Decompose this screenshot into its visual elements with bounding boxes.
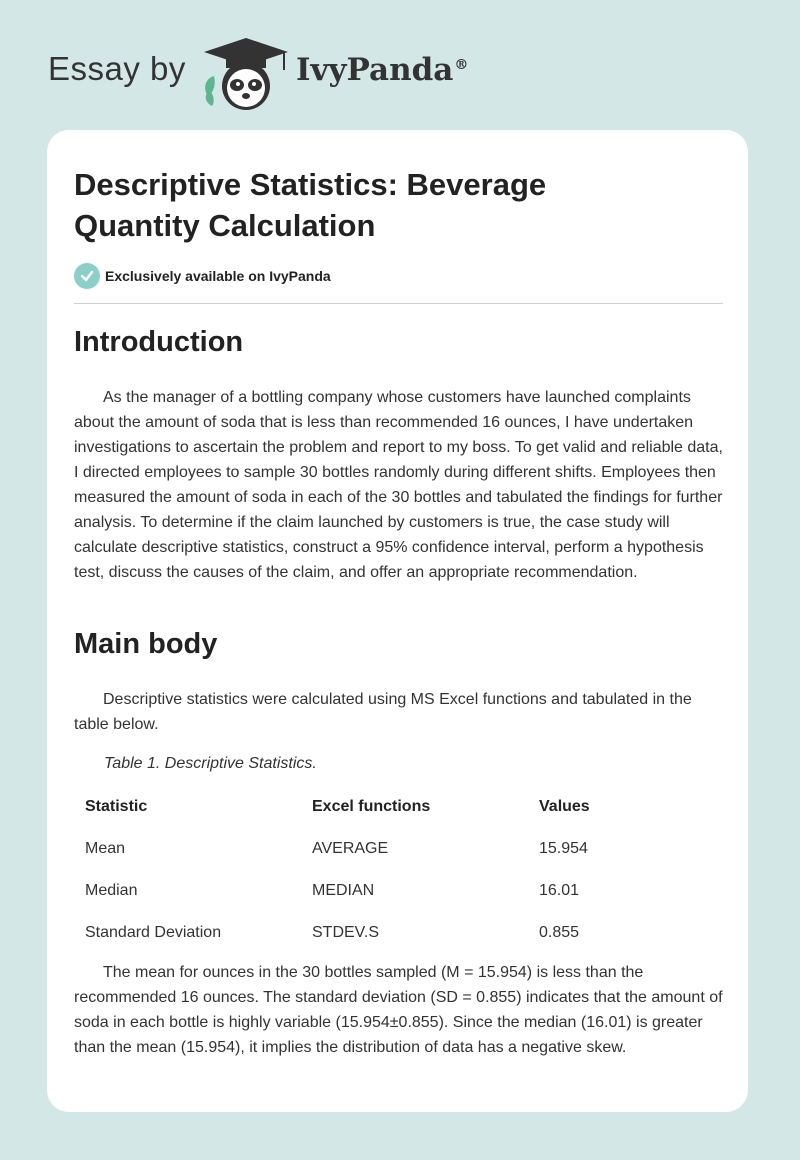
section-heading-introduction: Introduction [74,326,244,358]
essay-by-label: Essay by [48,50,186,87]
table-cell: Mean [85,840,126,857]
article-card [47,130,748,1112]
table-header-cell: Excel functions [312,798,431,815]
table-cell: 15.954 [539,840,588,857]
article-title: Descriptive Statistics: Beverage Quantity Calculation [74,167,547,243]
table-cell: STDEV.S [312,924,379,941]
table-row [74,828,723,870]
table-header-cell: Values [539,798,590,815]
table-row [74,870,723,912]
divider [74,303,723,304]
brand-text: IvyPanda [296,52,454,88]
descriptive-statistics-table [74,786,723,954]
analysis-paragraph: The mean for ounces in the 30 bottles sampled (M = 15.954) is less than the recommended 16 ounces. The standard deviation (SD = 0.855) indicates that the amount of soda in each bottle is highly variable (15.954±0.855). Since the median (16.01) is greater than the mean (15.954), it implies the distribution of data has a negative skew. [74,964,723,1056]
table-cell: Standard Deviation [85,924,222,941]
trademark-symbol: ® [454,56,469,73]
ivypanda-logo-icon[interactable] [200,36,292,112]
exclusive-badge-label: Exclusively available on IvyPanda [105,268,331,284]
introduction-paragraph: As the manager of a bottling company whose customers have launched complaints about the amount of soda that is less than recommended 16 ounces, I have undertaken investigations to ascertain the problem and report to my boss. To get valid and reliable data, I directed employees to sample 30 bottles randomly during different shifts. Employees then measured the amount of soda in each of the 30 bottles and tabulated the findings for further analysis. To determine if the claim launched by customers is true, the case study will calculate descriptive statistics, construct a 95% confidence interval, perform a hypothesis test, discuss the causes of the claim, and offer an appropriate recommendation. [74,389,723,581]
table-cell: AVERAGE [312,840,389,857]
table-caption: Table 1. Descriptive Statistics. [104,755,317,772]
table-cell: 16.01 [539,882,580,899]
main-body-paragraph: Descriptive statistics were calculated using MS Excel functions and tabulated in the table below. [74,691,692,733]
table-cell: Median [85,882,138,899]
section-heading-main-body: Main body [74,628,218,660]
check-icon [74,263,100,289]
brand-name[interactable] [296,52,468,88]
table-row [74,912,723,954]
table-cell: MEDIAN [312,882,375,899]
table-header-row [74,786,723,828]
table-cell: 0.855 [539,924,580,941]
site-header [0,0,800,130]
table-header-cell: Statistic [85,798,148,815]
exclusive-badge [74,263,331,289]
